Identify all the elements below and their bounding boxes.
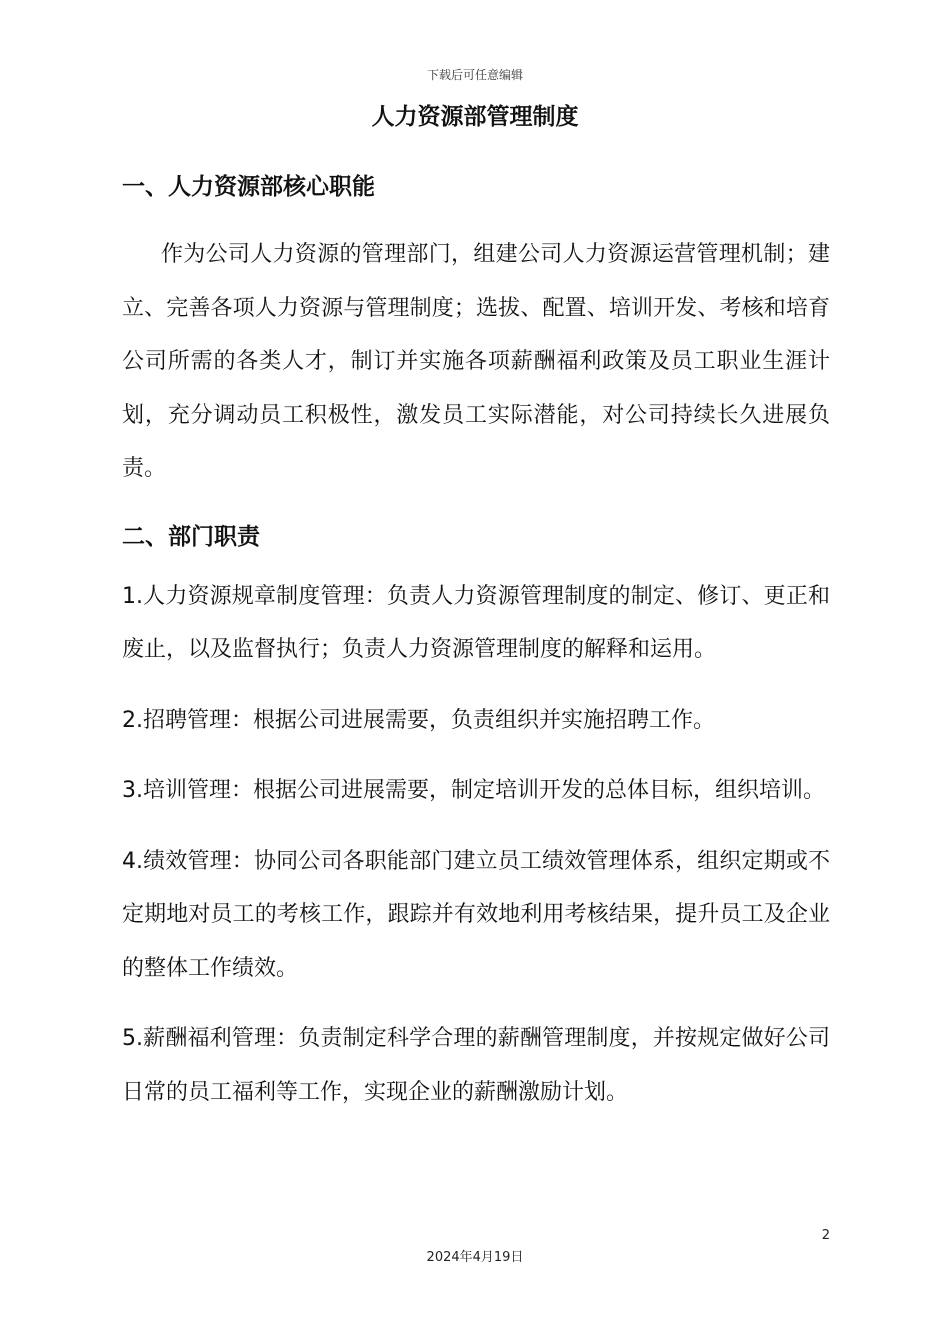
page-number: 2 xyxy=(821,1228,830,1243)
document-body xyxy=(122,168,830,1119)
footer-date: 2024年4月19日 xyxy=(426,1250,524,1265)
header-note: 下载后可任意编辑 xyxy=(426,68,523,82)
core-functions-paragraph: 作为公司人力资源的管理部门，组建公司人力资源运营管理机制；建立、完善各项人力资源与管理制度；选拔、配置、培训开发、考核和培育公司所需的各类人才，制订并实施各项薪酬福利政策及员工职业生涯计划，充分调动员工积极性，激发员工实际潜能，对公司持续长久进展负责。 xyxy=(122,242,830,481)
section-heading-responsibilities: 二、部门职责 xyxy=(122,523,260,550)
document-title: 人力资源部管理制度 xyxy=(371,104,579,130)
responsibility-item: 2.招聘管理：根据公司进展需要，负责组织并实施招聘工作。 xyxy=(122,707,715,733)
section-heading-core-functions: 一、人力资源部核心职能 xyxy=(122,174,375,200)
responsibility-item: 1.人力资源规章制度管理：负责人力资源管理制度的制定、修订、更正和废止，以及监督执行；负责人力资源管理制度的解释和运用。 xyxy=(122,583,830,662)
responsibility-item: 4.绩效管理：协同公司各职能部门建立员工绩效管理体系，组织定期或不定期地对员工的考核工作，跟踪并有效地利用考核结果，提升员工及企业的整体工作绩效。 xyxy=(122,848,830,981)
responsibility-item: 5.薪酬福利管理：负责制定科学合理的薪酬管理制度，并按规定做好公司日常的员工福利等工作，实现企业的薪酬激励计划。 xyxy=(122,1026,830,1105)
responsibility-item: 3.培训管理：根据公司进展需要，制定培训开发的总体目标，组织培训。 xyxy=(122,778,825,803)
